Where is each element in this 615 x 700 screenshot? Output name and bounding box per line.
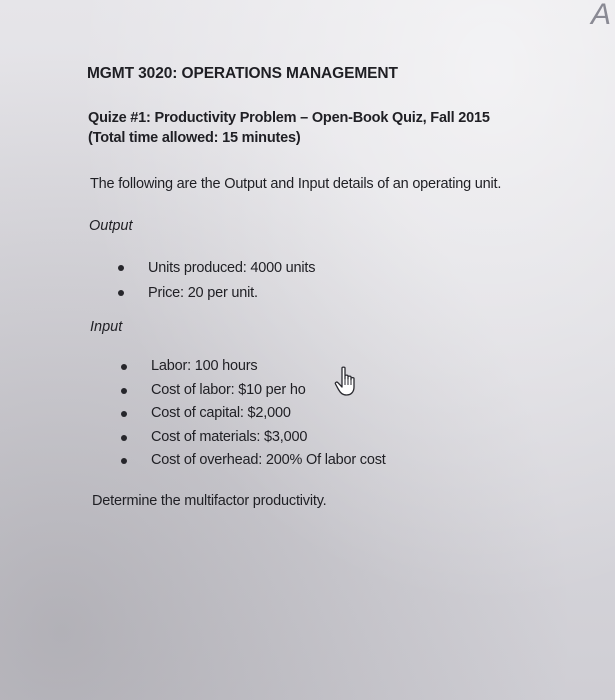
output-item-text: Price: 20 per unit. [148, 285, 258, 301]
output-list [118, 256, 315, 306]
input-item-text: Cost of materials: $3,000 [151, 428, 308, 445]
list-item [121, 449, 386, 473]
bullet-icon [121, 364, 127, 370]
input-item-text: Labor: 100 hours [151, 358, 258, 374]
list-item [121, 402, 386, 426]
input-item-text: Cost of labor: $10 per ho [151, 381, 306, 398]
list-item [118, 256, 315, 281]
input-item-text: Cost of overhead: 200% Of labor cost [151, 452, 386, 468]
bullet-icon [121, 411, 127, 417]
hand-pointer-icon [334, 366, 360, 398]
input-item-text: Cost of capital: $2,000 [151, 405, 291, 421]
list-item [118, 281, 315, 306]
quiz-title: Quize #1: Productivity Problem – Open-Book Quiz, Fall 2015 [88, 110, 490, 126]
bullet-icon [118, 290, 124, 296]
input-section-label: Input [90, 319, 123, 335]
bullet-icon [121, 435, 127, 441]
quiz-time-allowed: (Total time allowed: 15 minutes) [88, 130, 301, 146]
list-item [121, 426, 386, 450]
output-section-label: Output [89, 218, 133, 234]
bullet-icon [121, 388, 127, 394]
task-instruction: Determine the multifactor productivity. [92, 493, 327, 509]
bullet-icon [118, 265, 124, 271]
course-title: MGMT 3020: OPERATIONS MANAGEMENT [87, 65, 398, 82]
intro-text: The following are the Output and Input details of an operating unit. [90, 176, 502, 192]
corner-mark: A [590, 0, 611, 31]
bullet-icon [121, 458, 127, 464]
output-item-text: Units produced: 4000 units [148, 260, 316, 276]
